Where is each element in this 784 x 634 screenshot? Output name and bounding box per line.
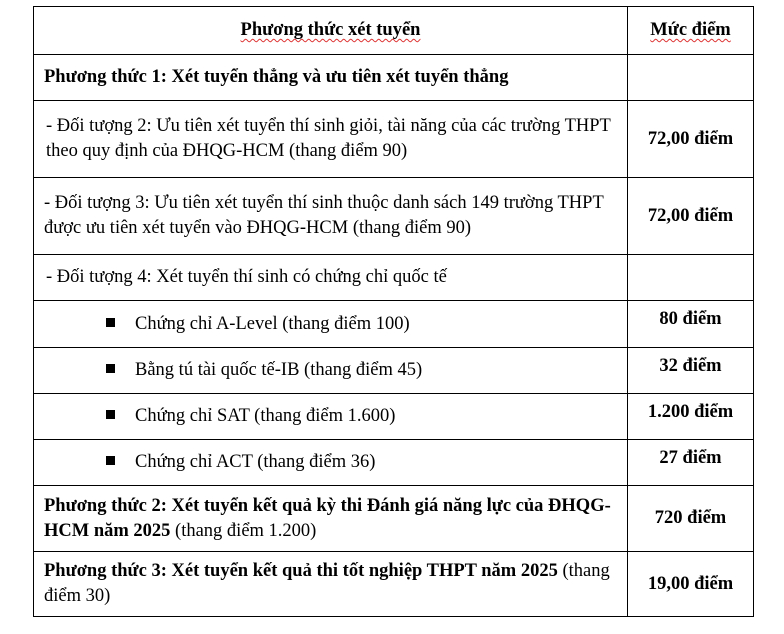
method-1-target-2: - Đối tượng 2: Ưu tiên xét tuyển thí sinh giỏi, tài năng của các trường THPT theo quy định của ĐHQG-HCM (thang điểm 90) — [34, 101, 628, 178]
table-row — [34, 440, 754, 486]
score-cell: 27 điểm — [628, 440, 754, 486]
bullet-square-icon — [106, 410, 115, 419]
table-row — [34, 101, 754, 178]
table-header-row — [34, 7, 754, 55]
score-cell: 80 điểm — [628, 301, 754, 348]
header-score: Mức điểm — [628, 7, 754, 55]
table-row — [34, 55, 754, 101]
certificate-ib: Bằng tú tài quốc tế-IB (thang điểm 45) — [34, 348, 628, 394]
table-row — [34, 394, 754, 440]
method-2-title: Phương thức 2: Xét tuyển kết quả kỳ thi Đánh giá năng lực của ĐHQG-HCM năm 2025 (thang điểm 1.200) — [34, 486, 628, 552]
score-cell: 72,00 điểm — [628, 178, 754, 255]
header-method: Phương thức xét tuyển — [34, 7, 628, 55]
method-1-target-4: - Đối tượng 4: Xét tuyển thí sinh có chứng chỉ quốc tế — [34, 255, 628, 301]
table-row — [34, 301, 754, 348]
certificate-sat: Chứng chỉ SAT (thang điểm 1.600) — [34, 394, 628, 440]
table-row — [34, 255, 754, 301]
score-cell: 19,00 điểm — [628, 552, 754, 617]
table-row — [34, 486, 754, 552]
table-row — [34, 178, 754, 255]
score-cell — [628, 255, 754, 301]
bullet-square-icon — [106, 364, 115, 373]
score-cell: 32 điểm — [628, 348, 754, 394]
certificate-act: Chứng chỉ ACT (thang điểm 36) — [34, 440, 628, 486]
bullet-square-icon — [106, 456, 115, 465]
method-3-title: Phương thức 3: Xét tuyển kết quả thi tốt nghiệp THPT năm 2025 (thang điểm 30) — [34, 552, 628, 617]
method-1-title: Phương thức 1: Xét tuyển thẳng và ưu tiên xét tuyển thẳng — [34, 55, 628, 101]
table-row — [34, 348, 754, 394]
certificate-a-level: Chứng chỉ A-Level (thang điểm 100) — [34, 301, 628, 348]
score-cell — [628, 55, 754, 101]
table-row — [34, 552, 754, 617]
score-cell: 72,00 điểm — [628, 101, 754, 178]
score-cell: 720 điểm — [628, 486, 754, 552]
score-cell: 1.200 điểm — [628, 394, 754, 440]
method-1-target-3: - Đối tượng 3: Ưu tiên xét tuyển thí sinh thuộc danh sách 149 trường THPT được ưu tiên xét tuyển vào ĐHQG-HCM (thang điểm 90) — [34, 178, 628, 255]
admission-score-table — [33, 6, 754, 617]
bullet-square-icon — [106, 318, 115, 327]
